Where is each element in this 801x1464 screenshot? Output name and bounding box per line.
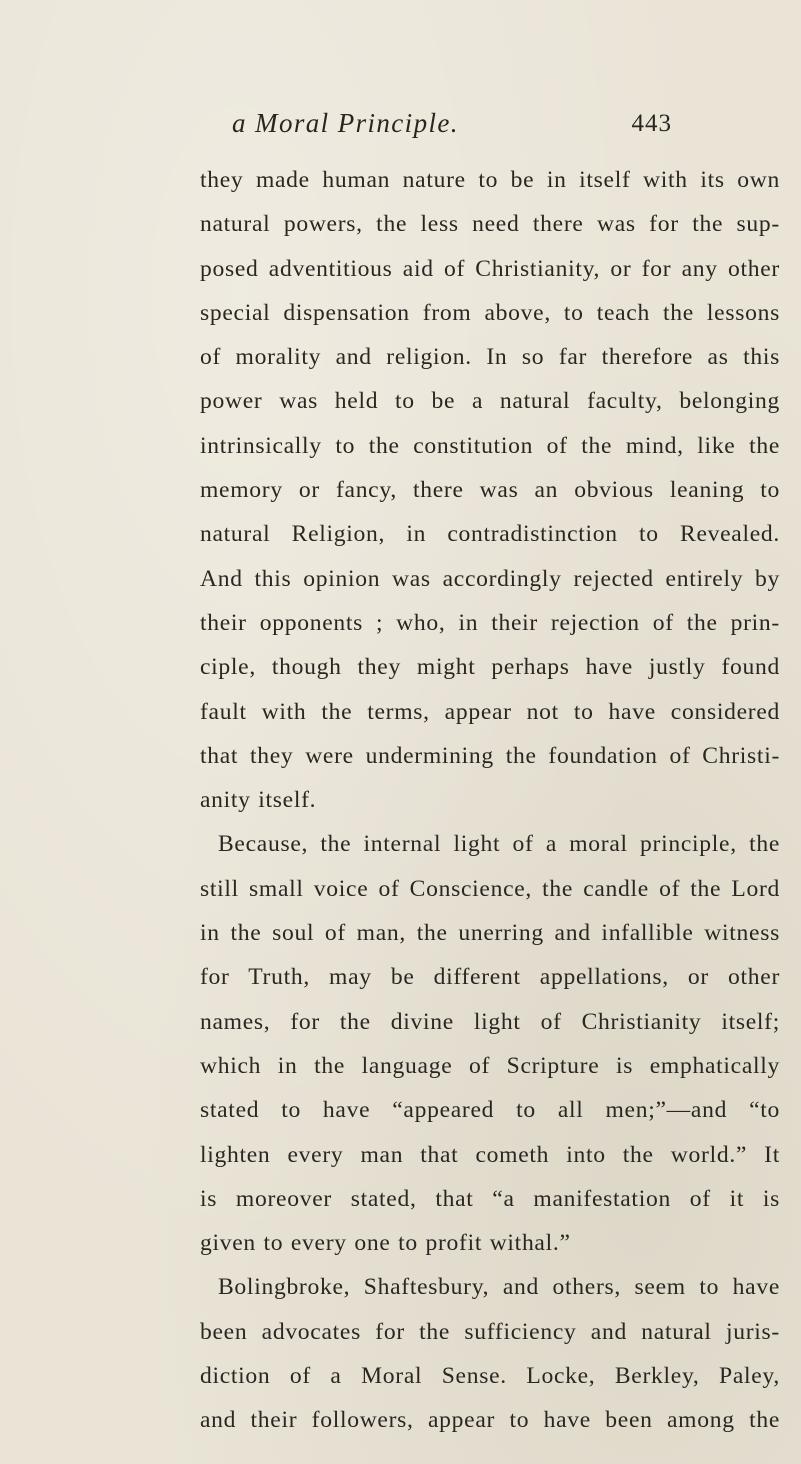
page-number: 443 (631, 110, 672, 137)
text-line: of morality and religion. In so far therefore as this (200, 344, 780, 371)
page-header (232, 108, 672, 148)
text-line: given to every one to profit withal.” (200, 1230, 571, 1257)
text-line: power was held to be a natural faculty, belonging (200, 388, 780, 415)
text-line: memory or fancy, there was an obvious leaning to (200, 477, 780, 504)
text-line: posed adventitious aid of Christianity, or for any other (200, 255, 780, 282)
text-line: their opponents ; who, in their rejection of the prin- (200, 609, 780, 636)
text-line: ciple, though they might perhaps have justly found (200, 654, 780, 681)
text-line: fault with the terms, appear not to have considered (200, 698, 780, 725)
text-line: is moreover stated, that “a manifestation of it is (200, 1185, 780, 1212)
text-line: special dispensation from above, to teach the lessons (200, 299, 780, 326)
text-line: which in the language of Scripture is emphatically (200, 1052, 780, 1079)
text-line: in the soul of man, the unerring and infallible witness (200, 920, 780, 947)
text-line: natural powers, the less need there was for the sup- (200, 211, 780, 238)
text-line: anity itself. (200, 787, 317, 814)
text-line: names, for the divine light of Christianity itself; (200, 1008, 780, 1035)
text-line: been advocates for the sufficiency and natural juris- (200, 1318, 780, 1345)
text-line: lighten every man that cometh into the world.” It (200, 1141, 780, 1168)
text-line: intrinsically to the constitution of the mind, like the (200, 432, 780, 459)
text-line: And this opinion was accordingly rejected entirely by (200, 565, 780, 592)
body-text (200, 158, 780, 1443)
text-line: Bolingbroke, Shaftesbury, and others, seem to have (218, 1274, 780, 1301)
text-line: and their followers, appear to have been among the (200, 1407, 780, 1434)
text-line: that they were undermining the foundation of Christi- (200, 742, 780, 769)
text-line: stated to have “appeared to all men;”—and “to (200, 1097, 780, 1124)
text-line: for Truth, may be different appellations, or other (200, 964, 780, 991)
text-line: still small voice of Conscience, the candle of the Lord (200, 875, 780, 902)
text-line: they made human nature to be in itself with its own (200, 167, 780, 193)
text-line: diction of a Moral Sense. Locke, Berkley, Paley, (200, 1363, 780, 1390)
text-line: natural Religion, in contradistinction to Revealed. (200, 521, 780, 548)
text-line: Because, the internal light of a moral principle, the (218, 831, 780, 858)
running-title: a Moral Principle. (232, 108, 459, 138)
